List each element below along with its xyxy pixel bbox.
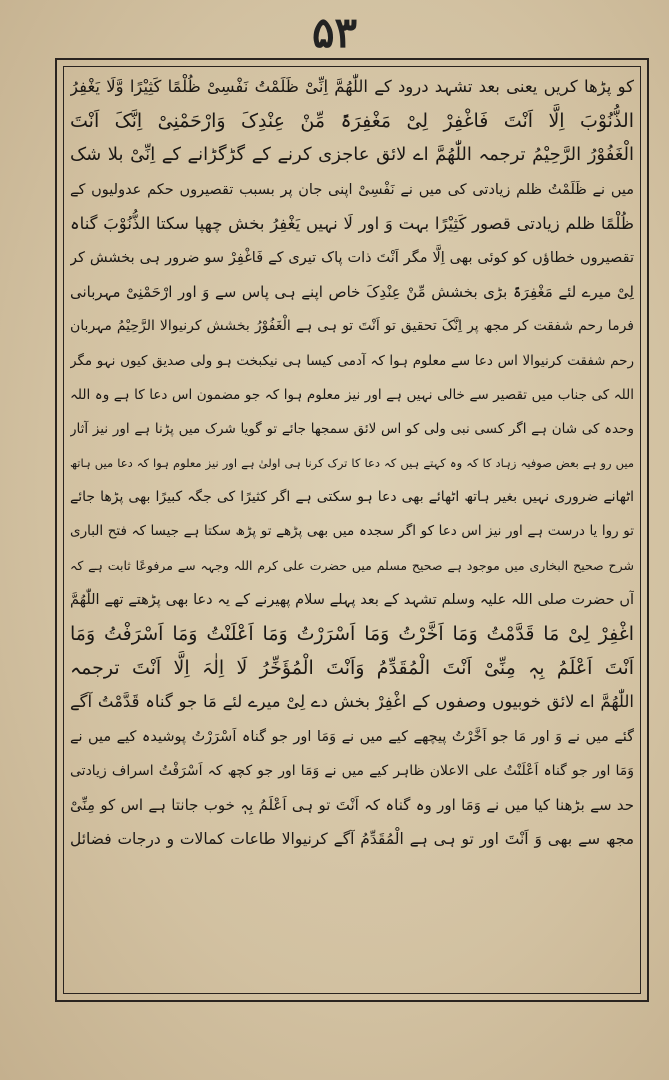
page-number: ۵۳: [311, 8, 358, 57]
text-line: شرح صحیح البخاری میں موجود ہے صحیح مسلم میں حضرت علی کرم اللہ وجہہ سے مرفوعًا ثابت ہے کہ: [70, 557, 634, 573]
text-line: گئے میں نے وَ اور مَا جو اَخَّرْتُ پیچھے کیے میں نے وَمَا اور جو گناہ اَسْرَرْتُ پوشیدہ کیے میں نے: [70, 728, 634, 745]
text-line: ظُلْمًا ظلم زیادتی قصور کَثِیْرًا بہت وَ اور لَا نہیں یَغْفِرُ بخش چھپا سکتا الذُّنُوْبَ گناہ: [70, 213, 634, 233]
text-line: آں حضرت صلی اللہ علیہ وسلم تشہد کے بعد پہلے سلام پھیرنے کے یہ دعا بھی پڑھتے تھے اللّٰھُمَّ: [70, 591, 634, 608]
text-line: اَنْتَ اَعْلَمُ بِہٖ مِنِّیْ اَنْتَ الْمُقَدِّمُ وَاَنْتَ الْمُؤَخِّرُ لَا اِلٰہَ اِلَّا اَنْتَ ترجمہ: [70, 657, 634, 680]
text-line: لِیْ میرے لئے مَغْفِرَۃً بڑی بخشش مِّنْ عِنْدِکَ خاص اپنے ہی پاس سے وَ اور ارْحَمْنِیْ مہربانی: [70, 283, 634, 302]
text-line: حد سے بڑھنا کیا میں نے وَمَا اور وہ گناہ کہ اَنْتَ تو ہی اَعْلَمُ بِہٖ خوب جانتا ہے اس کو مِنِّیْ: [70, 795, 634, 814]
text-line: وَمَا اور جو گناہ اَعْلَنْتُ علی الاعلان ظاہر کیے میں نے وَمَا اور جو کچھ کہ اَسْرَفْتُ اسراف زیادتی: [70, 762, 634, 779]
text-line: تقصیروں خطاؤں کو کوئی بھی اِلَّا مگر اَنْتَ ذات پاک تیری کے فَاغْفِرْ سو ضرور ہی بخشش کر: [70, 249, 634, 266]
text-line: اللّٰھُمَّ اے لائق خوبیوں وصفوں کے اغْفِرْ بخش دے لِیْ میرے لئے مَا جو گناہ قَدَّمْتُ آگے: [70, 692, 634, 712]
text-line: اغْفِرْ لِیْ مَا قَدَّمْتُ وَمَا اَخَّرْتُ وَمَا اَسْرَرْتُ وَمَا اَعْلَنْتُ وَمَا اَسْرَفْتُ وَمَا: [70, 623, 634, 645]
text-line: کو پڑھا کریں یعنی بعد تشہد درود کے اللّٰھُمَّ اِنِّیْ ظَلَمْتُ نَفْسِیْ ظُلْمًا کَثِیْرًا وَّلَا یَغْفِرُ: [70, 77, 634, 96]
text-line: فرما رحم شفقت کر مجھ پر اِنَّکَ تحقیق تو اَنْتَ تو ہی ہے الْغَفُوْرُ بخشش کرنیوالا الرَّحِیْمُ مہربان: [70, 318, 634, 335]
body-text: [70, 70, 634, 990]
text-line: اٹھانے ضروری نہیں بغیر ہاتھ اٹھائے بھی دعا ہو سکتی ہے اگر کثیرًا کی جگہ کبیرًا بھی پڑھا جائے: [70, 489, 634, 506]
text-line: الذُّنُوْبَ اِلَّا اَنْتَ فَاغْفِرْ لِیْ مَغْفِرَۃً مِّنْ عِنْدِکَ وَارْحَمْنِیْ اِنَّکَ اَنْتَ: [70, 110, 634, 133]
text-line: میں رو ہے بعض صوفیہ زہاد کا کہ وہ کہتے ہیں کہ دعا کا ترک کرنا ہی اولیٰ ہے اور نیز معلوم ہوا کہ دعا میں ہاتھ: [70, 456, 634, 471]
text-line: میں نے ظَلَمْتُ ظلم زیادتی کی میں نے نَفْسِیْ اپنی جان پر بسبب تقصیروں حکم عدولیوں کے: [70, 181, 634, 198]
text-line: تو روا یا درست ہے اور نیز اس دعا کو اگر سجدہ میں بھی پڑھے تو پڑھ سکتا ہے جیسا کہ فتح الباری: [70, 523, 634, 540]
text-line: اللہ کی جناب میں تقصیر سے خالی نہیں ہے اور نیز معلوم ہوا کہ جو مضمون اس دعا کا ہے وہ اللہ: [70, 386, 634, 403]
text-line: مجھ سے بھی وَ اَنْتَ اور تو ہی ہے الْمُقَدِّمُ آگے کرنیوالا طاعات کمالات و درجات فضائل: [70, 830, 634, 849]
text-line: رحم شفقت کرنیوالا اس دعا سے معلوم ہوا کہ آدمی کیسا ہی نیکبخت ہو ولی صدیق کیوں نہو مگر: [70, 352, 634, 369]
text-line: الْغَفُوْرُ الرَّحِیْمُ ترجمہ اللّٰھُمَّ اے لائق عاجزی کرنے کے گڑگڑانے کے اِنِّیْ بلا شک: [70, 144, 634, 166]
text-line: وحدہ کی شان ہے اگر کسی نبی ولی کو اس لائق سمجھا جائے تو گویا شرک میں پڑنا ہے اور نیز آثار: [70, 420, 634, 437]
